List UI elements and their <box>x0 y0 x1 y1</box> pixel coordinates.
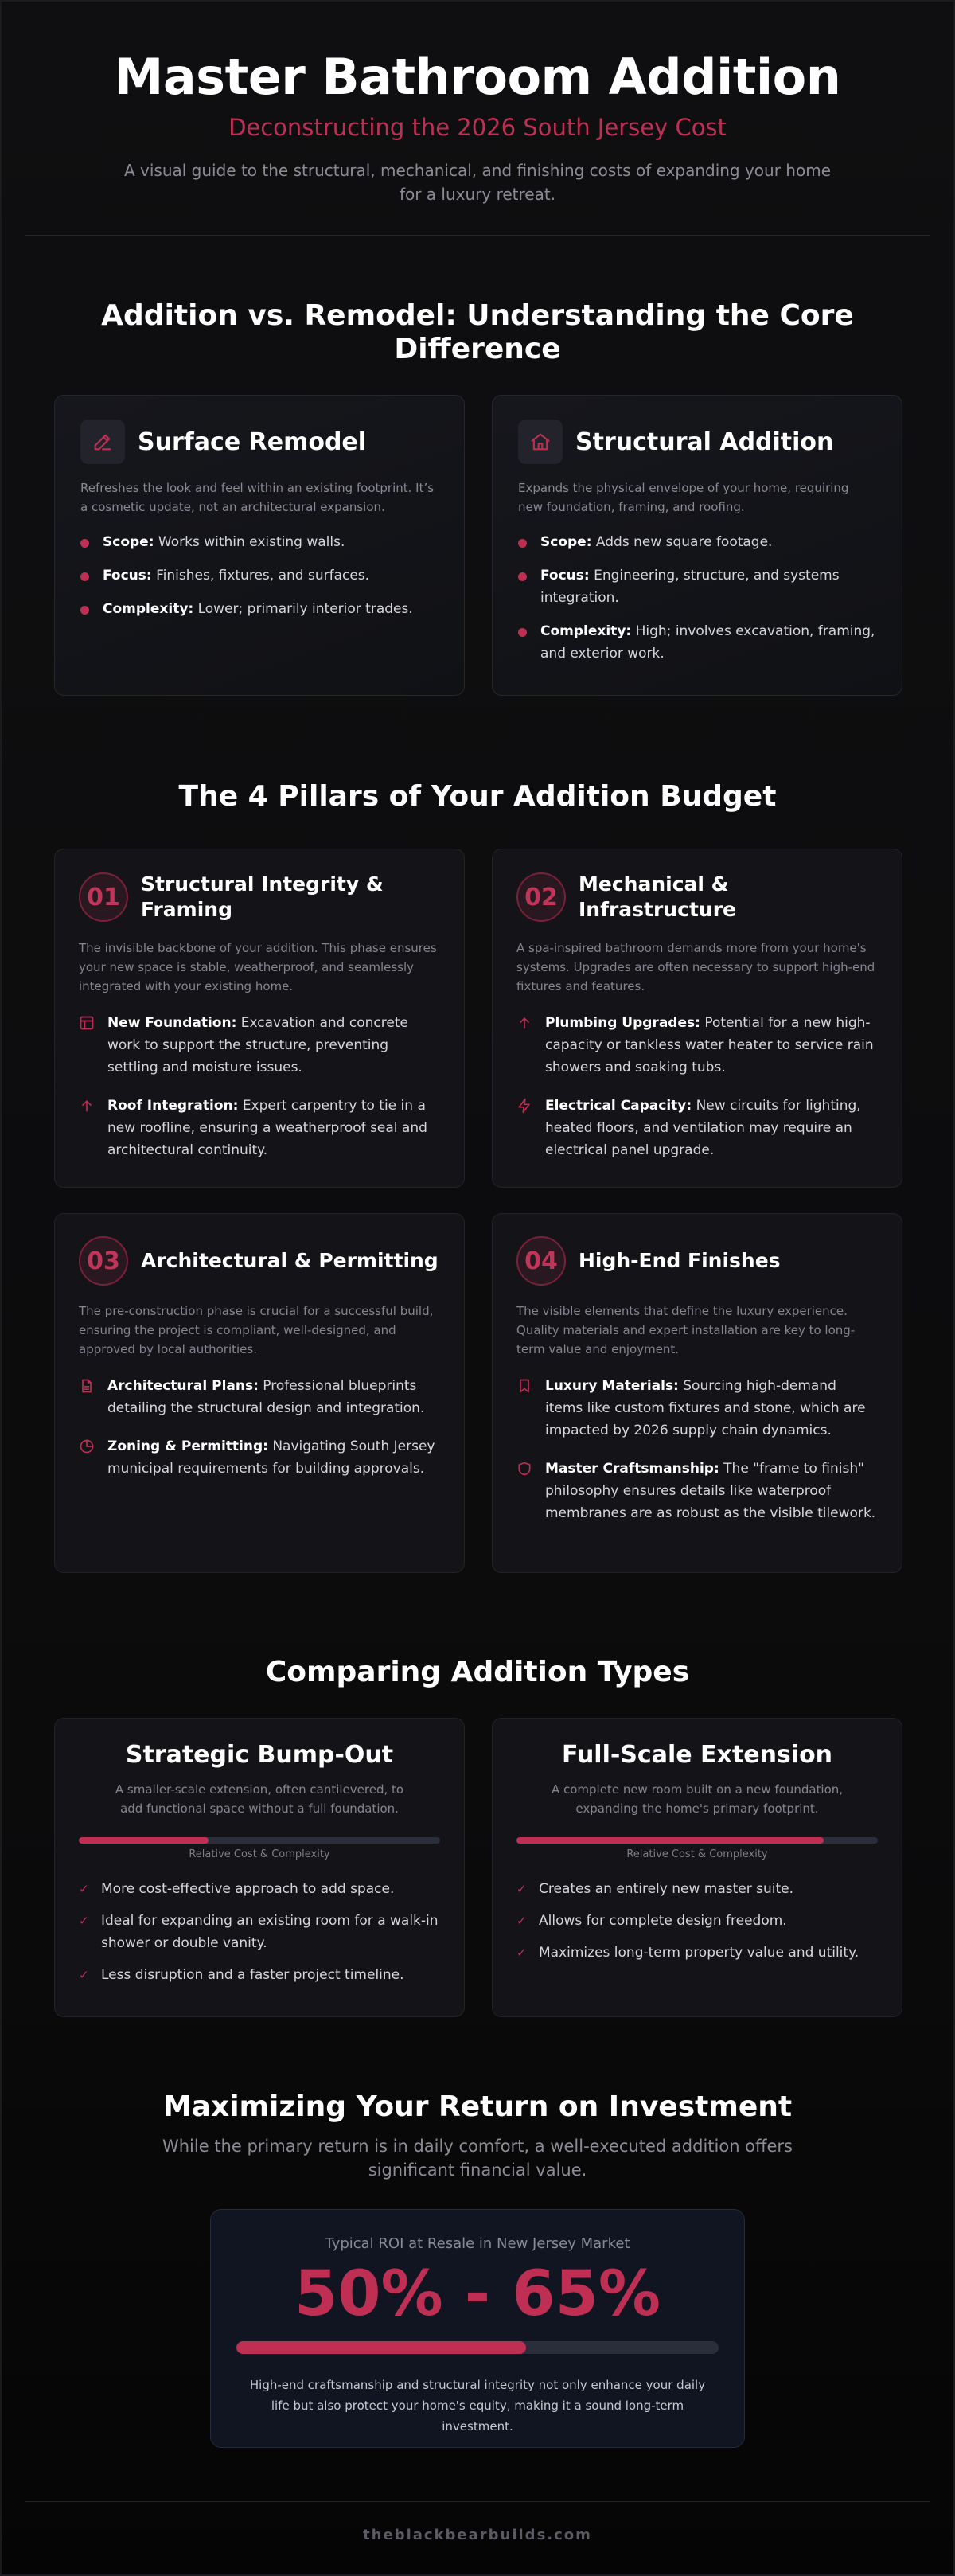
pillar-description: The invisible backbone of your addition. This phase ensures your new space is stable, weatherproof, and seamlessly integrated with your existing home. <box>79 941 437 993</box>
roi-subtitle: While the primary return is in daily comfort, a well-executed addition offers significant financial value. <box>162 2137 793 2180</box>
house-icon <box>518 420 563 464</box>
addition-types-section <box>2 1573 953 2017</box>
list-item: ✓ More cost-effective approach to add space. <box>79 1878 440 1900</box>
list-item: ✓ Creates an entirely new master suite. <box>516 1878 878 1900</box>
footer-site[interactable]: theblackbearbuilds.com <box>363 2527 592 2543</box>
cost-bar <box>516 1837 878 1844</box>
arrow-up-icon <box>79 1095 107 1161</box>
footer-divider <box>25 2501 930 2502</box>
pillar-number: 02 <box>516 872 566 922</box>
check-icon: ✓ <box>516 1914 527 1928</box>
pillar-number: 04 <box>516 1236 566 1286</box>
feature-item: Roof Integration: Expert carpentry to tie in a new roofline, ensuring a weatherproof seal and architectural continuity. <box>79 1095 440 1161</box>
list-item: ✓ Allows for complete design freedom. <box>516 1910 878 1932</box>
list-item: Complexity: High; involves excavation, framing, and exterior work. <box>518 620 876 665</box>
pillar-number: 03 <box>79 1236 128 1286</box>
cost-bar-fill <box>516 1837 824 1844</box>
layout-icon <box>79 1012 107 1079</box>
list-item: Focus: Finishes, fixtures, and surfaces. <box>80 564 439 587</box>
roi-section <box>2 2017 953 2448</box>
surface-remodel-card <box>54 395 465 696</box>
bullet-dot-icon <box>518 539 527 548</box>
pillar-card-finishes <box>492 1213 902 1573</box>
check-icon: ✓ <box>516 1882 527 1896</box>
pillars-title: The 4 Pillars of Your Addition Budget <box>178 780 777 813</box>
pillar-title: Mechanical & Infrastructure <box>579 872 736 921</box>
roi-title: Maximizing Your Return on Investment <box>162 2090 793 2123</box>
card-description: Refreshes the look and feel within an existing footprint. It’s a cosmetic update, not an architectural expansion. <box>80 481 435 514</box>
pillar-card-structural <box>54 849 465 1188</box>
bullet-dot-icon <box>80 606 89 615</box>
pie-chart-icon <box>79 1435 107 1480</box>
shield-icon <box>516 1458 545 1524</box>
check-icon: ✓ <box>79 1882 89 1896</box>
page-intro: A visual guide to the structural, mechanical, and finishing costs of expanding your home for a luxury retreat. <box>123 161 832 204</box>
card-description: Expands the physical envelope of your home, requiring new foundation, framing, and roofing. <box>518 481 849 514</box>
structural-addition-card <box>492 395 902 696</box>
pillar-title: Architectural & Permitting <box>141 1249 439 1272</box>
page-header <box>2 2 953 206</box>
pillar-description: The visible elements that define the luxury experience. Quality materials and expert installation are key to long-term value and enjoyment. <box>516 1304 856 1356</box>
bookmark-icon <box>516 1375 545 1442</box>
list-item: ✓ Ideal for expanding an existing room for a walk-in shower or double vanity. <box>79 1910 440 1954</box>
bullet-dot-icon <box>518 572 527 581</box>
page-subtitle: Deconstructing the 2026 South Jersey Cost <box>228 114 727 141</box>
cost-bar-fill <box>79 1837 209 1844</box>
feature-item: Master Craftsmanship: The "frame to finish" philosophy ensures details like waterproof membranes are as robust as the visible tilework. <box>516 1458 878 1524</box>
type-title: Strategic Bump-Out <box>125 1741 394 1769</box>
list-item: Complexity: Lower; primarily interior trades. <box>80 598 439 620</box>
list-item: Scope: Adds new square footage. <box>518 531 876 553</box>
pillars-section <box>2 696 953 1573</box>
feature-item: Electrical Capacity: New circuits for lighting, heated floors, and ventilation may require an electrical panel upgrade. <box>516 1095 878 1161</box>
pillar-card-architectural <box>54 1213 465 1573</box>
full-extension-card <box>492 1718 902 2017</box>
page-title: Master Bathroom Addition <box>114 48 841 106</box>
comparison-title: Addition vs. Remodel: Understanding the Core Difference <box>101 299 854 365</box>
cost-bar <box>79 1837 440 1844</box>
list-item: ✓ Maximizes long-term property value and utility. <box>516 1942 878 1964</box>
arrow-up-icon <box>516 1012 545 1079</box>
roi-label: Typical ROI at Resale in New Jersey Market <box>325 2235 630 2252</box>
pillar-description: The pre-construction phase is crucial for a successful build, ensuring the project is compliant, well-designed, and approved by local authorities. <box>79 1304 434 1356</box>
bullet-dot-icon <box>80 539 89 548</box>
bolt-icon <box>516 1095 545 1161</box>
check-icon: ✓ <box>79 1914 89 1928</box>
type-title: Full-Scale Extension <box>561 1741 833 1769</box>
pillar-title: High-End Finishes <box>579 1249 781 1272</box>
feature-item: Architectural Plans: Professional blueprints detailing the structural design and integration. <box>79 1375 440 1419</box>
addition-types-title: Comparing Addition Types <box>265 1656 690 1688</box>
bullet-dot-icon <box>518 628 527 637</box>
check-icon: ✓ <box>79 1968 89 1982</box>
pencil-icon <box>80 420 125 464</box>
roi-card <box>210 2209 745 2448</box>
cost-bar-label: Relative Cost & Complexity <box>189 1848 330 1860</box>
comparison-section <box>2 236 953 696</box>
bump-out-card <box>54 1718 465 2017</box>
check-icon: ✓ <box>516 1946 527 1960</box>
card-title: Structural Addition <box>575 427 834 456</box>
roi-bar <box>236 2341 719 2354</box>
feature-item: Plumbing Upgrades: Potential for a new high-capacity or tankless water heater to service rain showers and soaking tubs. <box>516 1012 878 1079</box>
bullet-dot-icon <box>80 572 89 581</box>
feature-item: New Foundation: Excavation and concrete work to support the structure, preventing settling and moisture issues. <box>79 1012 440 1079</box>
pillar-card-mechanical <box>492 849 902 1188</box>
document-icon <box>79 1375 107 1419</box>
roi-bar-fill <box>236 2341 526 2354</box>
roi-note: High-end craftsmanship and structural integrity not only enhance your daily life but also protect your home's equity, making it a sound long-term investment. <box>249 2378 706 2434</box>
feature-item: Zoning & Permitting: Navigating South Jersey municipal requirements for building approvals. <box>79 1435 440 1480</box>
type-description: A complete new room built on a new foundation, expanding the home's primary footprint. <box>551 1782 844 1816</box>
cost-bar-label: Relative Cost & Complexity <box>626 1848 768 1860</box>
list-item: ✓ Less disruption and a faster project timeline. <box>79 1964 440 1986</box>
card-title: Surface Remodel <box>138 427 367 456</box>
feature-item: Luxury Materials: Sourcing high-demand items like custom fixtures and stone, which are impacted by 2026 supply chain dynamics. <box>516 1375 878 1442</box>
type-description: A smaller-scale extension, often cantilevered, to add functional space without a full foundation. <box>115 1782 404 1816</box>
pillar-number: 01 <box>79 872 128 922</box>
roi-value: 50% - 65% <box>294 2258 661 2330</box>
pillar-description: A spa-inspired bathroom demands more from your home's systems. Upgrades are often necessary to support high-end fixtures and features. <box>516 941 875 993</box>
list-item: Scope: Works within existing walls. <box>80 531 439 553</box>
list-item: Focus: Engineering, structure, and systems integration. <box>518 564 876 609</box>
pillar-title: Structural Integrity & Framing <box>141 872 384 921</box>
